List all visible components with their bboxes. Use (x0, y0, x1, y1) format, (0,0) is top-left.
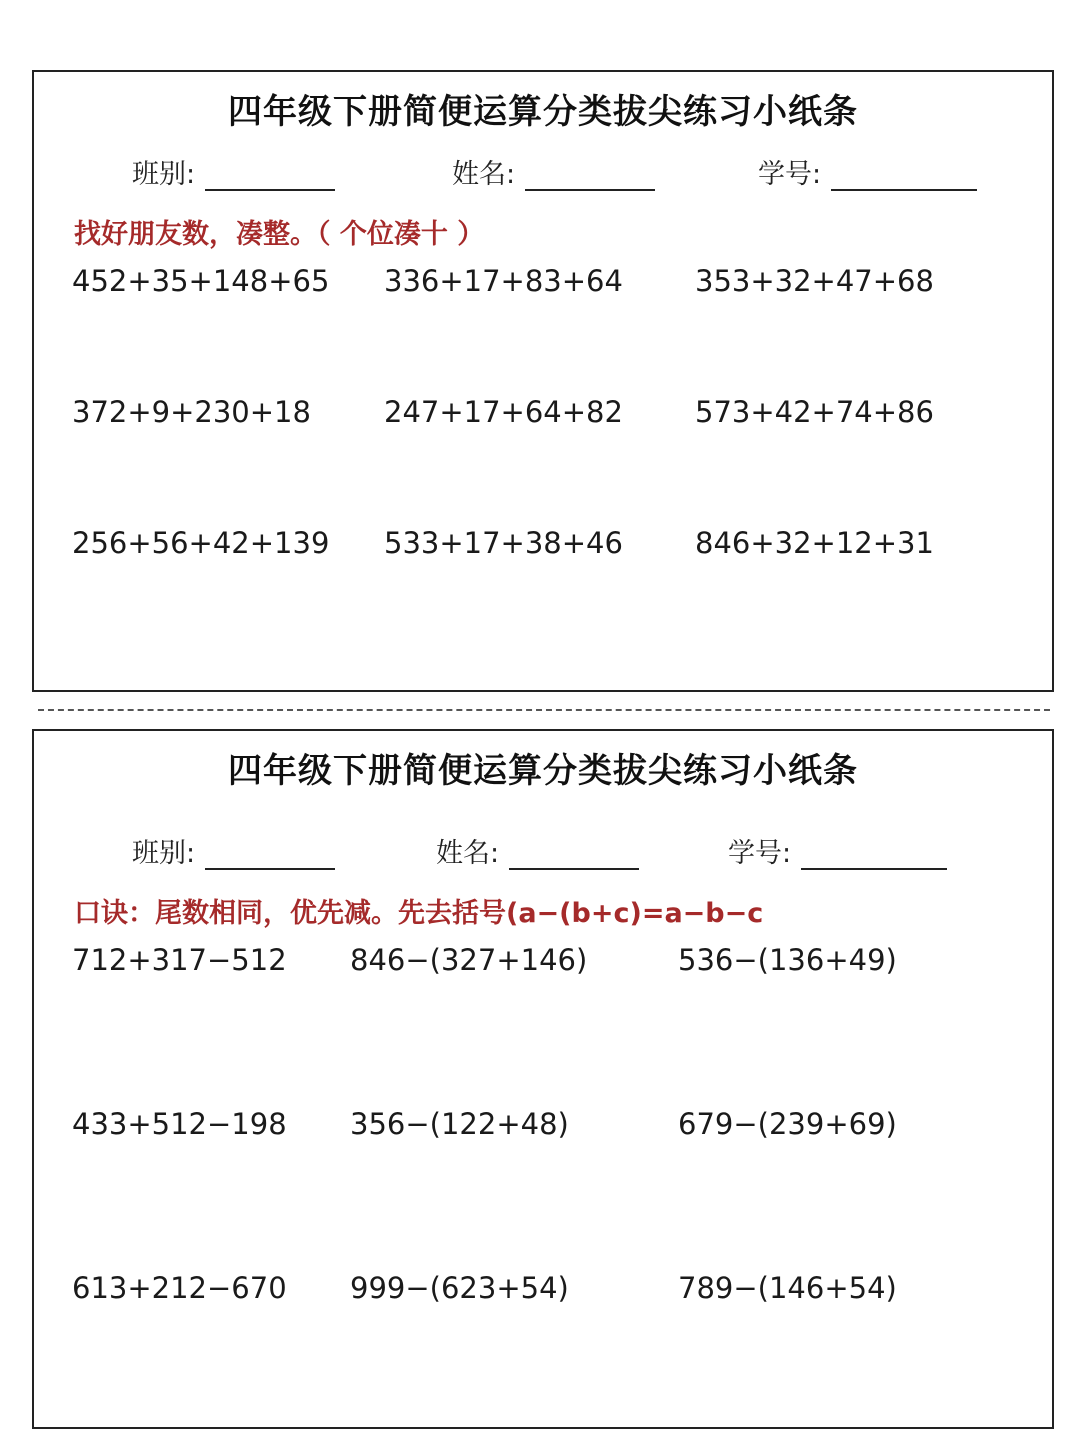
problem-8: 533+17+38+46 (384, 526, 623, 560)
student-number-label: 学号: (758, 159, 822, 190)
class-field (132, 831, 335, 870)
problem-1: 452+35+148+65 (72, 264, 330, 298)
worksheet-card-1 (32, 70, 1054, 692)
worksheet-title: 四年级下册简便运算分类拔尖练习小纸条 (228, 751, 858, 791)
problem-7: 256+56+42+139 (72, 526, 330, 560)
problem-2: 846−(327+146) (350, 943, 588, 977)
student-number-field (728, 831, 947, 870)
problem-4: 433+512−198 (72, 1107, 287, 1141)
instruction-text: 口诀：尾数相同，优先减。先去括号(a−(b+c)=a−b−c (74, 898, 764, 929)
name-blank[interactable] (509, 842, 639, 870)
student-number-label: 学号: (728, 838, 792, 869)
problem-2: 336+17+83+64 (384, 264, 623, 298)
problem-7: 613+212−670 (72, 1271, 287, 1305)
problem-3: 353+32+47+68 (695, 264, 934, 298)
problem-1: 712+317−512 (72, 943, 287, 977)
class-label: 班别: (132, 838, 196, 869)
student-number-field (758, 152, 977, 191)
instruction-text: 找好朋友数，凑整。（ 个位凑十 ） (74, 219, 485, 250)
student-number-blank[interactable] (831, 163, 977, 191)
problem-8: 999−(623+54) (350, 1271, 569, 1305)
cut-line (38, 709, 1050, 711)
problem-6: 679−(239+69) (678, 1107, 897, 1141)
worksheet-title: 四年级下册简便运算分类拔尖练习小纸条 (228, 92, 858, 132)
class-blank[interactable] (205, 842, 335, 870)
problem-3: 536−(136+49) (678, 943, 897, 977)
name-field (452, 152, 655, 191)
problem-9: 846+32+12+31 (695, 526, 934, 560)
problem-5: 356−(122+48) (350, 1107, 569, 1141)
class-label: 班别: (132, 159, 196, 190)
problem-6: 573+42+74+86 (695, 395, 934, 429)
class-field (132, 152, 335, 191)
worksheet-card-2 (32, 729, 1054, 1429)
name-label: 姓名: (436, 838, 500, 869)
name-label: 姓名: (452, 159, 516, 190)
class-blank[interactable] (205, 163, 335, 191)
student-number-blank[interactable] (801, 842, 947, 870)
problem-4: 372+9+230+18 (72, 395, 311, 429)
problem-9: 789−(146+54) (678, 1271, 897, 1305)
problem-5: 247+17+64+82 (384, 395, 623, 429)
name-field (436, 831, 639, 870)
name-blank[interactable] (525, 163, 655, 191)
